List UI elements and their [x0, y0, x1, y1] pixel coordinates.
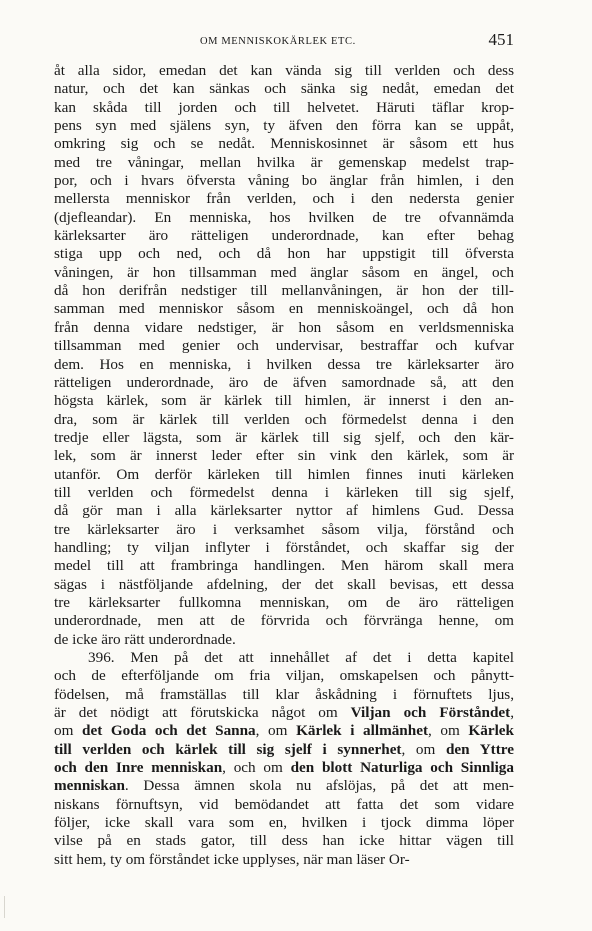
text-run: pens syn med själens syn, ty äfven den förra kan se uppåt, [54, 117, 514, 135]
bold-term: menniskan [54, 777, 125, 795]
text-run: med tre våningar, mellan hvilka är gemenskap medelst trap- [54, 153, 514, 171]
text-run: våningen, är hon tillsamman med änglar såsom en ängel, och [54, 263, 514, 281]
page-header [54, 30, 514, 52]
text-run: är det nödigt att förutskicka något om [54, 704, 351, 722]
text-line [54, 447, 514, 465]
text-run: tre kärleksarter äro i verksamhet såsom vilja, förstånd och [54, 520, 514, 538]
text-line [54, 117, 514, 135]
text-run: tredje eller lägsta, som är kärlek till sig sjelf, och den kär- [54, 428, 514, 446]
text-line [54, 686, 514, 704]
text-line [54, 392, 514, 410]
text-run: sägas i nästföljande afdelning, der det skall bevisas, ett dessa [54, 575, 514, 593]
text-line [54, 814, 514, 832]
text-run: de icke äro rätt underordnade. [54, 630, 236, 648]
text-run: rätteligen underordnade, äro de äfven samordnade så, att den [54, 373, 514, 391]
text-run: underordnade, men att de förvrida och förvränga henne, om [54, 612, 514, 630]
bold-term: Kärlek i allmänhet [296, 722, 429, 740]
text-line [54, 80, 514, 98]
text-run: handling; ty viljan inflyter i förståndet, och skaffar sig der [54, 538, 514, 556]
page-edge-mark [4, 896, 15, 918]
text-line [54, 245, 514, 263]
text-line [54, 99, 514, 117]
bold-term: det Goda och det Sanna [82, 722, 256, 740]
text-line [54, 319, 514, 337]
text-run: och de efterföljande om fria viljan, omskapelsen och pånytt- [54, 667, 514, 685]
text-line [54, 796, 514, 814]
text-line [54, 466, 514, 484]
text-line [54, 851, 514, 869]
bold-term: till verlden och kärlek till sig sjelf i synnerhet [54, 740, 402, 758]
text-line [54, 154, 514, 172]
text-run: följer, icke skall vara som en, hvilken i tjock dimma löper [54, 814, 514, 832]
text-run: medel till att frambringa handlingen. Men härom skall mera [54, 557, 514, 575]
text-line [54, 832, 514, 850]
text-run: tre kärleksarter fullkomna menniskan, om de äro rätteligen [54, 593, 514, 611]
text-line [54, 484, 514, 502]
text-run: sitt hem, ty om förståndet icke upplyses, när man läser Or- [54, 850, 410, 868]
text-line [54, 667, 514, 685]
bold-term: den blott Naturliga och Sinnliga [290, 759, 514, 777]
text-line [54, 631, 514, 649]
text-line [54, 777, 514, 795]
text-run: lek, som är innerst leder efter sin vink den kärlek, som är [54, 447, 514, 465]
text-run: niskans förnuftsyn, vid bemödandet att fatta det som vidare [54, 795, 514, 813]
text-run: 396. Men på det att innehållet af det i detta kapitel [88, 649, 514, 666]
text-run: utanför. Om derför kärleken till himlen finnes inuti kärleken [54, 465, 514, 483]
text-line [54, 704, 514, 722]
text-line [54, 135, 514, 153]
text-run: dra, som är kärlek till verlden och förmedelst denna i den [54, 410, 514, 428]
text-line [54, 594, 514, 612]
text-run: , om [401, 740, 446, 758]
text-line [54, 411, 514, 429]
text-run: då gör man i alla kärleksarter nyttor af himlens Gud. Dessa [54, 502, 514, 520]
bold-term: och den Inre menniskan [54, 759, 223, 777]
text-run: från denna vidare nedstiger, är hon såsom en verldsmenniska [54, 318, 514, 336]
text-line [54, 209, 514, 227]
text-line [54, 300, 514, 318]
text-run: stiga upp och ned, och då hon har uppstigit till öfversta [54, 245, 514, 263]
text-run: , om [428, 722, 469, 740]
text-run: kärleksarter äro rätteligen underordnade, kan efter behag [54, 227, 514, 245]
text-line [54, 759, 514, 777]
text-line [54, 502, 514, 520]
bold-term: Kärlek [468, 722, 514, 740]
text-run: mellersta menniskor från verlden, och i den nedersta genier [54, 190, 514, 208]
text-line [54, 62, 514, 80]
text-run: natur, och det kan sänkas och sänka sig nedåt, emedan det [54, 80, 514, 98]
text-run: samman med menniskor såsom en menniskoängel, och då hon [54, 300, 514, 318]
text-run: , och om [222, 759, 291, 777]
text-run: födelsen, må framställas till klar åskådning i förnuftets ljus, [54, 685, 514, 703]
text-run: då hon derifrån nedstiger till mellanvåningen, är hon der till- [54, 282, 514, 300]
text-run: , om [255, 722, 297, 740]
text-line [54, 172, 514, 190]
text-run: omkring sig och se nedåt. Menniskosinnet är såsom ett hus [54, 135, 514, 153]
bold-term: Viljan och Förståndet [350, 704, 511, 722]
bold-term: den Yttre [445, 740, 514, 758]
text-line [54, 282, 514, 300]
text-run: tillsamman med genier och undervisar, bestraffar och kufvar [54, 337, 514, 355]
page-number: 451 [488, 30, 514, 49]
text-line [54, 264, 514, 282]
body-text [54, 62, 514, 869]
text-line [54, 612, 514, 630]
text-line [54, 374, 514, 392]
text-line [54, 539, 514, 557]
text-run: till verlden och förmedelst denna i kärleken till sig sjelf, [54, 483, 514, 501]
text-line [54, 557, 514, 575]
text-run: . Dessa ämnen skola nu afslöjas, på det att men- [124, 777, 514, 795]
text-line [54, 356, 514, 374]
text-run: åt alla sidor, emedan det kan vända sig till verlden och dess [54, 62, 514, 79]
text-run: (djefleandar). En menniska, hos hvilken de tre ofvannämda [54, 208, 514, 226]
text-line [54, 741, 514, 759]
text-line [54, 722, 514, 740]
text-line [54, 227, 514, 245]
text-run: dem. Hos en menniska, i hvilken dessa tre kärleksarter äro [54, 355, 514, 373]
running-head: OM MENNISKOKÄRLEK ETC. [200, 36, 356, 47]
text-line [54, 649, 514, 667]
text-run: vilse på en stads gator, till dess han icke hittar vägen till [54, 832, 514, 850]
text-line [54, 337, 514, 355]
text-line [54, 429, 514, 447]
text-line [54, 576, 514, 594]
text-line [54, 190, 514, 208]
text-run: kan skåda till jorden och till helvetet. Häruti täflar krop- [54, 98, 514, 116]
text-run: , [510, 704, 514, 722]
text-run: por, och i hvars öfversta våning bo änglar från himlen, i den [54, 172, 514, 190]
text-run: högsta kärlek, som är kärlek till himlen, är innerst i den an- [54, 392, 514, 410]
text-line [54, 521, 514, 539]
text-run: om [54, 722, 83, 740]
